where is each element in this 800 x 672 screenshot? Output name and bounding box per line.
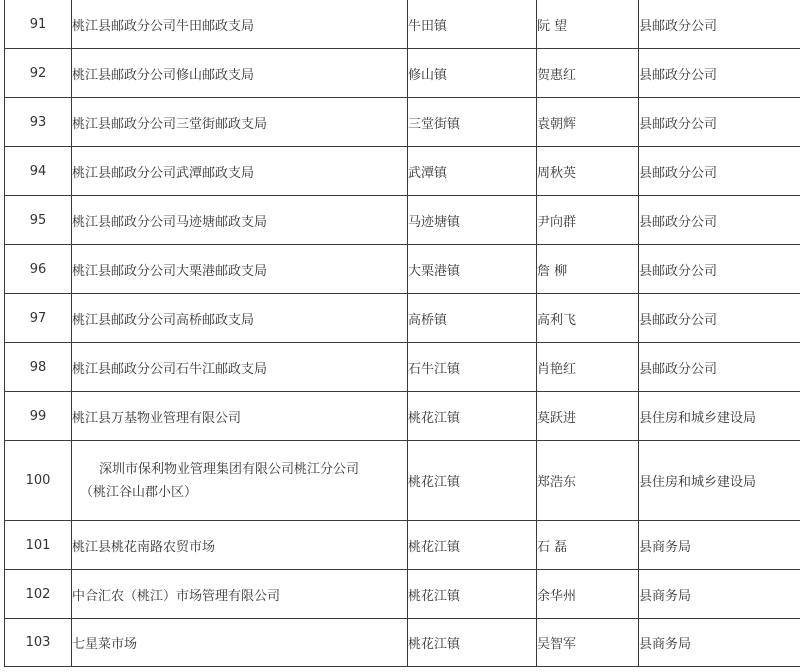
supervising-department: 县商务局: [639, 619, 800, 667]
supervising-department: 县商务局: [639, 570, 800, 619]
row-number: 98: [5, 343, 72, 392]
table-row: [5, 570, 800, 619]
unit-name: 桃江县邮政分公司高桥邮政支局: [72, 294, 408, 343]
supervising-department: 县商务局: [639, 521, 800, 570]
table-row: [5, 441, 800, 521]
table-row: [5, 49, 800, 98]
table-row: [5, 392, 800, 441]
row-number: 103: [5, 619, 72, 667]
supervising-department: 县邮政分公司: [639, 245, 800, 294]
responsible-person: 高利飞: [537, 294, 639, 343]
table-row: [5, 147, 800, 196]
supervising-department: 县邮政分公司: [639, 0, 800, 49]
table-row: [5, 245, 800, 294]
unit-name: 桃江县邮政分公司修山邮政支局: [72, 49, 408, 98]
responsible-person: 吴智军: [537, 619, 639, 667]
unit-name: 桃江县邮政分公司大栗港邮政支局: [72, 245, 408, 294]
supervising-department: 县邮政分公司: [639, 196, 800, 245]
row-number: 92: [5, 49, 72, 98]
table-row: [5, 0, 800, 49]
responsible-person: 石 磊: [537, 521, 639, 570]
town-name: 修山镇: [408, 49, 537, 98]
responsible-person: 贺惠红: [537, 49, 639, 98]
town-name: 马迹塘镇: [408, 196, 537, 245]
town-name: 大栗港镇: [408, 245, 537, 294]
supervising-department: 县住房和城乡建设局: [639, 392, 800, 441]
town-name: 桃花江镇: [408, 441, 537, 521]
row-number: 94: [5, 147, 72, 196]
supervising-department: 县住房和城乡建设局: [639, 441, 800, 521]
responsible-person: 余华州: [537, 570, 639, 619]
row-number: 93: [5, 98, 72, 147]
responsible-person: 郑浩东: [537, 441, 639, 521]
unit-name-line-1: 深圳市保利物业管理集团有限公司桃江分公司: [99, 461, 360, 477]
town-name: 桃花江镇: [408, 392, 537, 441]
row-number: 99: [5, 392, 72, 441]
town-name: 桃花江镇: [408, 570, 537, 619]
responsible-person: 阮 望: [537, 0, 639, 49]
town-name: 高桥镇: [408, 294, 537, 343]
unit-name-line-2: （桃江谷山郡小区）: [80, 484, 198, 500]
table-row: [5, 521, 800, 570]
unit-name: 桃江县万基物业管理有限公司: [72, 392, 408, 441]
town-name: 桃花江镇: [408, 521, 537, 570]
unit-name: [72, 441, 408, 521]
row-number: 95: [5, 196, 72, 245]
supervising-department: 县邮政分公司: [639, 49, 800, 98]
unit-name: 桃江县邮政分公司武潭邮政支局: [72, 147, 408, 196]
row-number: 97: [5, 294, 72, 343]
responsible-person: 周秋英: [537, 147, 639, 196]
row-number: 101: [5, 521, 72, 570]
responsible-person: 詹 柳: [537, 245, 639, 294]
town-name: 武潭镇: [408, 147, 537, 196]
unit-name: 七星菜市场: [72, 619, 408, 667]
unit-name: 桃江县邮政分公司马迹塘邮政支局: [72, 196, 408, 245]
supervising-department: 县邮政分公司: [639, 147, 800, 196]
responsible-person: 肖艳红: [537, 343, 639, 392]
unit-name: 中合汇农（桃江）市场管理有限公司: [72, 570, 408, 619]
responsible-person: 袁朝辉: [537, 98, 639, 147]
supervising-department: 县邮政分公司: [639, 98, 800, 147]
unit-name: 桃江县桃花南路农贸市场: [72, 521, 408, 570]
unit-name: 桃江县邮政分公司牛田邮政支局: [72, 0, 408, 49]
table-row: [5, 196, 800, 245]
row-number: 96: [5, 245, 72, 294]
town-name: 牛田镇: [408, 0, 537, 49]
supervising-department: 县邮政分公司: [639, 343, 800, 392]
table-row: [5, 98, 800, 147]
supervising-department: 县邮政分公司: [639, 294, 800, 343]
unit-name: 桃江县邮政分公司石牛江邮政支局: [72, 343, 408, 392]
town-name: 三堂街镇: [408, 98, 537, 147]
town-name: 石牛江镇: [408, 343, 537, 392]
row-number: 91: [5, 0, 72, 49]
responsible-person: 莫跃进: [537, 392, 639, 441]
responsible-person: 尹向群: [537, 196, 639, 245]
row-number: 102: [5, 570, 72, 619]
unit-name: 桃江县邮政分公司三堂街邮政支局: [72, 98, 408, 147]
table-row: [5, 294, 800, 343]
unit-roster-table: [4, 0, 800, 667]
table-row: [5, 619, 800, 667]
table-row: [5, 343, 800, 392]
row-number: 100: [5, 441, 72, 521]
town-name: 桃花江镇: [408, 619, 537, 667]
